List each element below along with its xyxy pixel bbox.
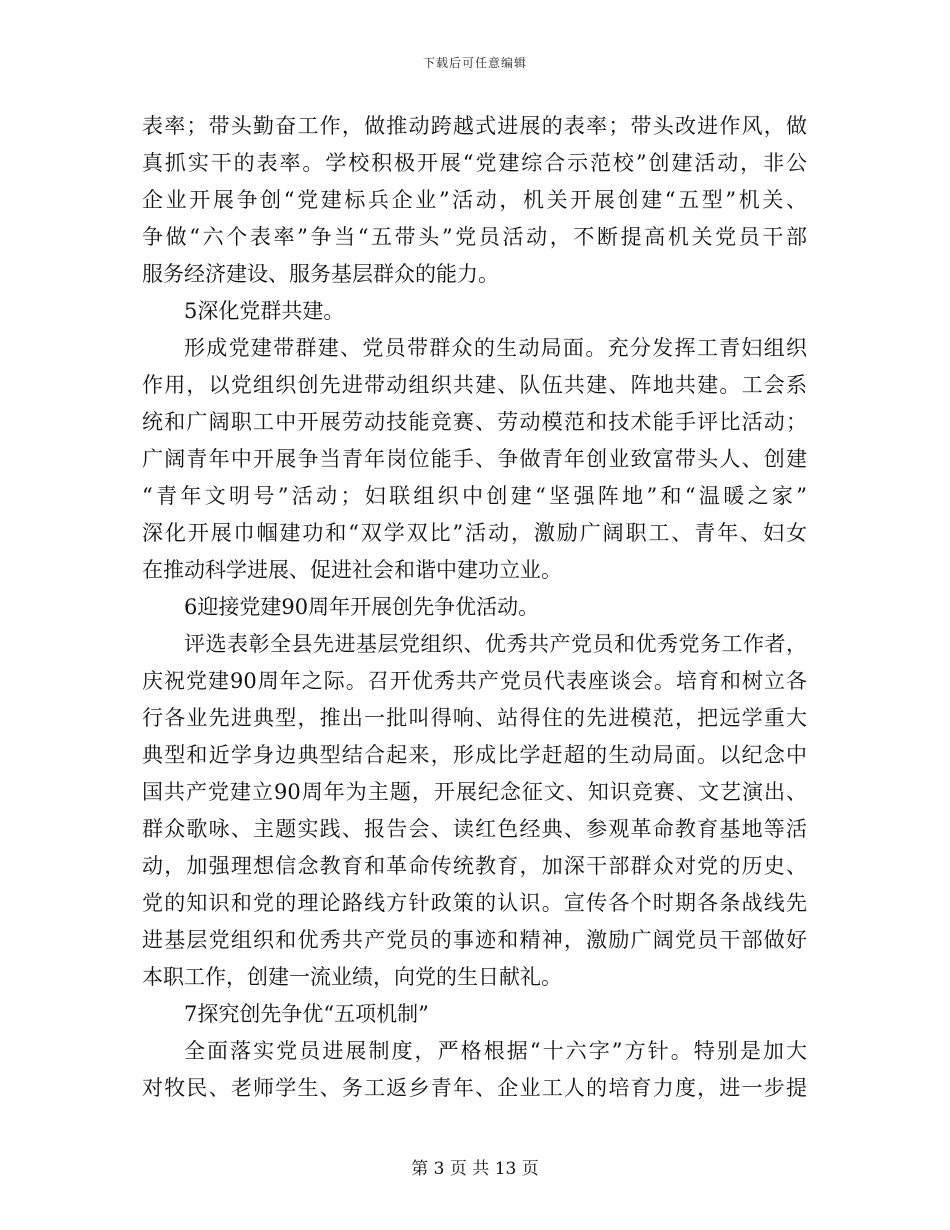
text-line: 广阔青年中开展争当青年岗位能手、争做青年创业致富带头人、创建 [142, 447, 807, 471]
text-line: 对牧民、老师学生、务工返乡青年、企业工人的培育力度，进一步提 [142, 1076, 807, 1100]
document-body [142, 108, 807, 1107]
text-line: 5深化党群共建。 [184, 299, 345, 323]
text-line: 国共产党建立90周年为主题，开展纪念征文、知识竞赛、文艺演出、 [142, 780, 807, 804]
text-line: 企业开展争创“党建标兵企业”活动，机关开展创建“五型”机关、 [142, 188, 807, 212]
text-line: 真抓实干的表率。学校积极开展“党建综合示范校”创建活动，非公 [142, 151, 807, 175]
text-line: 本职工作，创建一流业绩，向党的生日献礼。 [142, 965, 562, 989]
text-line: 行各业先进典型，推出一批叫得响、站得住的先进模范，把远学重大 [142, 706, 807, 730]
text-line: 争做“六个表率”争当“五带头”党员活动，不断提高机关党员干部 [142, 225, 807, 249]
text-line: 7探究创先争优“五项机制” [184, 1002, 429, 1026]
text-line: “青年文明号”活动；妇联组织中创建“坚强阵地”和“温暖之家” [142, 484, 807, 508]
text-line: 在推动科学进展、促进社会和谐中建功立业。 [142, 558, 562, 582]
text-line: 进基层党组织和优秀共产党员的事迹和精神，激励广阔党员干部做好 [142, 928, 807, 952]
text-line: 深化开展巾帼建功和“双学双比”活动，激励广阔职工、青年、妇女 [142, 521, 807, 545]
text-line: 评选表彰全县先进基层党组织、优秀共产党员和优秀党务工作者， [184, 632, 807, 656]
text-line: 群众歌咏、主题实践、报告会、读红色经典、参观革命教育基地等活 [142, 817, 807, 841]
page-footer: 第 3 页 共 13 页 [411, 1159, 539, 1179]
text-line: 服务经济建设、服务基层群众的能力。 [142, 262, 499, 286]
text-line: 统和广阔职工中开展劳动技能竞赛、劳动模范和技术能手评比活动； [142, 410, 807, 434]
page-header: 下载后可任意编辑 [422, 56, 527, 70]
text-line: 庆祝党建90周年之际。召开优秀共产党员代表座谈会。培育和树立各 [142, 669, 807, 693]
text-line: 作用，以党组织创先进带动组织共建、队伍共建、阵地共建。工会系 [142, 373, 807, 397]
text-line: 6迎接党建90周年开展创先争优活动。 [184, 595, 540, 619]
text-line: 表率；带头勤奋工作，做推动跨越式进展的表率；带头改进作风，做 [142, 114, 807, 138]
text-line: 动，加强理想信念教育和革命传统教育，加深干部群众对党的历史、 [142, 854, 807, 878]
text-line: 党的知识和党的理论路线方针政策的认识。宣传各个时期各条战线先 [142, 891, 807, 915]
text-line: 全面落实党员进展制度，严格根据“十六字”方针。特别是加大 [184, 1039, 807, 1063]
text-line: 典型和近学身边典型结合起来，形成比学赶超的生动局面。以纪念中 [142, 743, 807, 767]
text-line: 形成党建带群建、党员带群众的生动局面。充分发挥工青妇组织 [184, 336, 807, 360]
